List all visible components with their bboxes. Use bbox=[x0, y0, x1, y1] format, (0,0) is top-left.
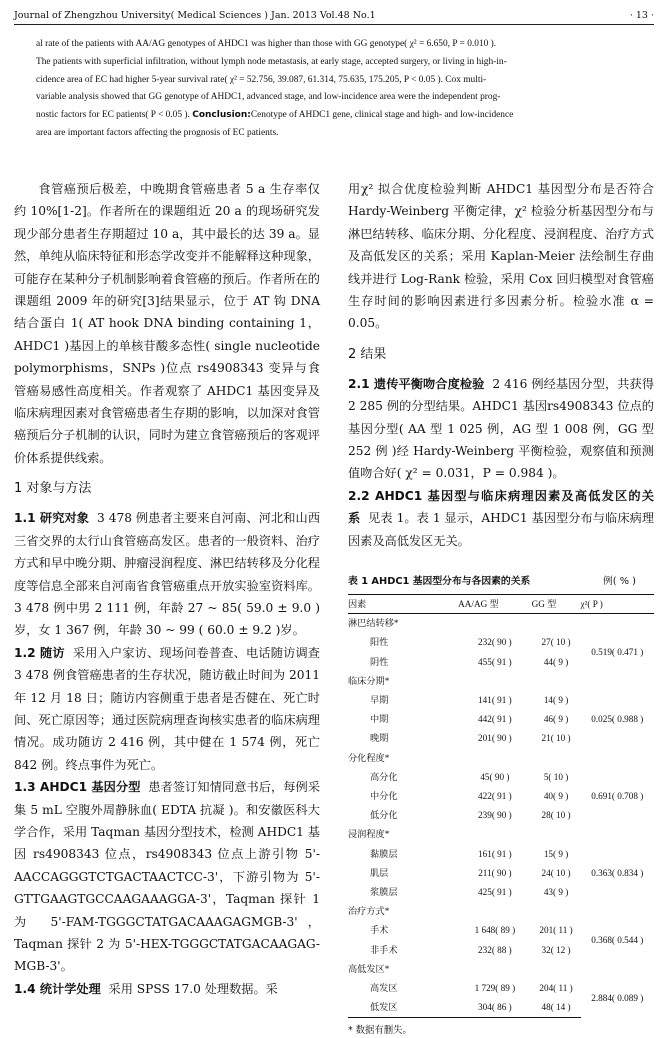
aa-ag-cell: 455( 91 ) bbox=[478, 656, 512, 667]
table-group-row bbox=[348, 749, 654, 768]
group-label: 临床分期* bbox=[348, 675, 390, 686]
aa-ag-cell: 422( 91 ) bbox=[478, 790, 512, 801]
abstract-line: area are important factors affecting the prognosis of EC patients. bbox=[36, 127, 279, 138]
section-heading-results: 2 结果 bbox=[348, 346, 387, 362]
group-label: 治疗方式* bbox=[348, 906, 390, 917]
subsection-heading: 1.2 随访 bbox=[14, 645, 65, 660]
row-label: 早期 bbox=[370, 694, 389, 705]
paragraph-1-4 bbox=[14, 978, 320, 1000]
table-title: 表 1 AHDC1 基因型分布与各因素的关系 bbox=[348, 576, 531, 588]
gg-cell: 44( 9 ) bbox=[543, 656, 569, 667]
table-row bbox=[348, 691, 654, 710]
subsection-heading: 1.4 统计学处理 bbox=[14, 981, 101, 996]
table-unit: 例( % ) bbox=[603, 576, 636, 588]
aa-ag-cell: 1 648( 89 ) bbox=[474, 925, 516, 936]
subsection-heading: 2.2 AHDC1 基因型与临床病理因素及高低发区的关系 bbox=[348, 488, 654, 526]
gg-cell: 28( 10 ) bbox=[541, 810, 571, 821]
column-header: χ²( P ) bbox=[581, 595, 654, 614]
aa-ag-cell: 304( 86 ) bbox=[458, 998, 531, 1018]
aa-ag-cell: 161( 91 ) bbox=[478, 848, 512, 859]
paragraph-text: 采用入户家访、现场问卷普查、电话随访调查 3 478 例食管癌患者的生存状况，随访截止时间为 2011 年 12 月 18 日；随访内容侧重于患者是否健在、死亡时间、死亡原因等；通过医院病理查询核实患者的临床病理情况。成功随访 2 416 例，其中健在 1 574 例，死亡 842 例。终点事件为死亡。 bbox=[14, 645, 320, 772]
table-caption bbox=[348, 574, 654, 590]
table-group-row bbox=[348, 614, 654, 634]
row-label: 中期 bbox=[370, 714, 389, 725]
paragraph-text: 2 416 例经基因分型，共获得 2 285 例的分型结果。AHDC1 基因rs4908343 位点的基因分型( AA 型 1 025 例，AG 型 1 008 例，GG 型 252 例 )经 Hardy-Weinberg 平衡检验，观察值和预测值吻合好( χ² = 0.031，P = 0.984 )。 bbox=[348, 376, 655, 481]
gg-cell: 21( 10 ) bbox=[541, 733, 571, 744]
chi-square-cell: 0.368( 0.544 ) bbox=[591, 934, 644, 945]
column-header: AA/AG 型 bbox=[458, 595, 531, 614]
chi-square-cell: 0.025( 0.988 ) bbox=[591, 714, 644, 725]
row-label: 中分化 bbox=[370, 790, 398, 801]
row-label: 浆膜层 bbox=[370, 886, 398, 897]
table-group-row bbox=[348, 672, 654, 691]
row-label: 低发区 bbox=[348, 998, 458, 1018]
gg-cell: 24( 10 ) bbox=[541, 867, 571, 878]
table-row bbox=[348, 845, 654, 864]
group-label: 浸润程度* bbox=[348, 829, 390, 840]
running-header bbox=[14, 8, 654, 25]
aa-ag-cell: 232( 90 ) bbox=[478, 637, 512, 648]
journal-citation: Journal of Zhengzhou University( Medical Sciences ) Jan. 2013 Vol.48 No.1 bbox=[14, 10, 376, 21]
group-label: 淋巴结转移* bbox=[348, 618, 399, 629]
subsection-heading: 2.1 遗传平衡吻合度检验 bbox=[348, 376, 485, 391]
column-header: 因素 bbox=[348, 595, 458, 614]
abstract-line: al rate of the patients with AA/AG genotypes of AHDC1 was higher than those with GG genotype( χ² = 6.650, P = 0.010 ). bbox=[36, 39, 497, 49]
paragraph-1-1 bbox=[14, 507, 320, 641]
subsection-heading: 1.1 研究对象 bbox=[14, 511, 90, 526]
gg-cell: 201( 11 ) bbox=[539, 925, 573, 936]
abstract-line-part: nostic factors for EC patients( P < 0.05 ). bbox=[36, 110, 190, 121]
row-label: 黏膜层 bbox=[370, 848, 398, 859]
gg-cell: 15( 9 ) bbox=[543, 848, 569, 859]
chi-square-cell: 0.691( 0.708 ) bbox=[591, 790, 644, 801]
paragraph-text: 3 478 例患者主要来自河南、河北和山西三省交界的太行山食管癌高发区。患者的一般资料、治疗方式和早中晚分期、肿瘤浸润程度、淋巴结转移及分化程度等信息全部来自河南省食管癌重点开放实验室资料库。3 478 例中男 2 111 例，年龄 27 ~ 85( 59.0 ± 9.0 )岁，女 1 367 例，年龄 30 ~ 99 ( 60.0 ± 9.2 )岁。 bbox=[14, 511, 321, 638]
aa-ag-cell: 45( 90 ) bbox=[480, 771, 510, 782]
row-label: 非手术 bbox=[370, 944, 398, 955]
paragraph-2-1 bbox=[348, 373, 654, 485]
paragraph-text: 见表 1。表 1 显示，AHDC1 基因型分布与临床病理因素及高低发区无关。 bbox=[348, 511, 655, 548]
table-row bbox=[348, 768, 654, 787]
row-label: 高发区 bbox=[370, 982, 398, 993]
aa-ag-cell: 201( 90 ) bbox=[478, 733, 512, 744]
table-row bbox=[348, 979, 654, 998]
gg-cell: 43( 9 ) bbox=[543, 886, 569, 897]
paragraph-1-3 bbox=[14, 776, 320, 978]
aa-ag-cell: 425( 91 ) bbox=[478, 886, 512, 897]
gg-cell: 27( 10 ) bbox=[541, 637, 571, 648]
column-header: GG 型 bbox=[532, 595, 581, 614]
abstract-line: cidence area of EC had higher 5-year survival rate( χ² = 52.756, 39.087, 61.314, 75.635, 175.205, P < 0.05 ). Cox multi- bbox=[36, 74, 487, 85]
chi-square-cell: 2.884( 0.089 ) bbox=[591, 992, 644, 1003]
chi-square-cell: 0.519( 0.471 ) bbox=[591, 646, 644, 657]
gg-cell: 5( 10 ) bbox=[543, 771, 569, 782]
genotype-table bbox=[348, 594, 654, 1018]
chi-square-cell: 0.363( 0.834 ) bbox=[591, 867, 644, 878]
aa-ag-cell: 232( 88 ) bbox=[478, 944, 512, 955]
gg-cell: 14( 9 ) bbox=[543, 694, 569, 705]
left-column bbox=[14, 178, 320, 1000]
row-label: 阴性 bbox=[370, 656, 389, 667]
aa-ag-cell: 211( 90 ) bbox=[478, 867, 512, 878]
table-header-row bbox=[348, 595, 654, 614]
paragraph-1-2 bbox=[14, 642, 320, 776]
paragraph-2-2 bbox=[348, 485, 654, 552]
gg-cell: 46( 9 ) bbox=[543, 714, 569, 725]
table-footnote: * 数据有删失。 bbox=[348, 1025, 412, 1037]
gg-cell: 48( 14 ) bbox=[532, 998, 581, 1018]
paragraph-text: 患者签订知情同意书后，每例采集 5 mL 空腹外周静脉血( EDTA 抗凝 )。和安徽医科大学合作，采用 Taqman 基因分型技术，检测 AHDC1 基因 rs4908343 位点，rs4908343 位点上游引物 5'-AACCAGGGTCTGACTAACTCC-3'，下游引物为 5'-GTTGAAGTGCCAAGAAAGGA-3'，Taqman 探针 1 为 5'-FAM-TGGGCTATGACAAAGAGMGB-3'，Taqman 探针 2 为 5'-HEX-TGGGCTATGACAAGAG-MGB-3'。 bbox=[14, 780, 321, 974]
abstract-line bbox=[36, 107, 638, 125]
row-label: 高分化 bbox=[370, 771, 398, 782]
row-label: 晚期 bbox=[370, 733, 389, 744]
methods-continuation: 用χ² 拟合优度检验判断 AHDC1 基因型分布是否符合 Hardy-Weinberg 平衡定律，χ² 检验分析基因型分布与淋巴结转移、临床分期、分化程度、浸润程度、治疗方式及高低发区的关系；采用 Kaplan-Meier 法绘制生存曲线并进行 Log-Rank 检验，采用 Cox 回归模型对食管癌生存时间的影响因素进行多因素分析。检验水准 α = 0.05。 bbox=[348, 182, 654, 331]
right-column bbox=[348, 178, 654, 1038]
abstract-line-part: Cenotype of AHDC1 gene, clinical stage and high- and low-incidence bbox=[250, 110, 514, 121]
row-label: 低分化 bbox=[370, 810, 398, 821]
aa-ag-cell: 1 729( 89 ) bbox=[474, 982, 516, 993]
row-label: 手术 bbox=[370, 925, 389, 936]
table-group-row bbox=[348, 902, 654, 921]
gg-cell: 40( 9 ) bbox=[543, 790, 569, 801]
abstract-english bbox=[36, 36, 638, 143]
aa-ag-cell: 141( 91 ) bbox=[478, 694, 512, 705]
aa-ag-cell: 442( 91 ) bbox=[478, 714, 512, 725]
group-label: 高低发区* bbox=[348, 963, 390, 974]
table-group-row bbox=[348, 960, 654, 979]
table-row bbox=[348, 921, 654, 940]
conclusion-label: Conclusion: bbox=[192, 110, 251, 121]
page-number: · 13 · bbox=[629, 10, 654, 21]
gg-cell: 204( 11 ) bbox=[539, 982, 573, 993]
paragraph-text: 采用 SPSS 17.0 处理数据。采 bbox=[108, 981, 278, 996]
table-row bbox=[348, 633, 654, 652]
row-label: 肌层 bbox=[370, 867, 389, 878]
gg-cell: 32( 12 ) bbox=[541, 944, 571, 955]
abstract-line: variable analysis showed that GG genotype of AHDC1, advanced stage, and low-incidence area were the independent prog- bbox=[36, 92, 501, 103]
subsection-heading: 1.3 AHDC1 基因分型 bbox=[14, 780, 141, 795]
section-heading-methods: 1 对象与方法 bbox=[14, 481, 92, 497]
table-group-row bbox=[348, 825, 654, 844]
aa-ag-cell: 239( 90 ) bbox=[478, 810, 512, 821]
intro-paragraph: 食管癌预后极差，中晚期食管癌患者 5 a 生存率仅约 10%[1-2]。作者所在的课题组近 20 a 的现场研究发现少部分患者生存期超过 10 a，其中最长的达 39 a。显然，单纯从临床特征和形态学改变并不能解释这种现象，可能存在某种分子机制影响着食管癌的预后。作者所在的课题组 2009 年的研究[3]结果显示，位于 AT 钩 DNA 结合蛋白 1( AT hook DNA binding containing 1，AHDC1 )基因上的单核苷酸多态性( single nucleotide polymorphisms，SNPs )位点 rs4908343 变异与食管癌易感性高度相关。作者观察了 AHDC1 基因变异及临床病理因素对食管癌患者生存期的影响，以加深对食管癌预后分子机制的认识，同时为建立食管癌预后的客观评价体系提供线索。 bbox=[14, 182, 320, 465]
abstract-line: The patients with superficial infiltration, without lymph node metastasis, at early stage, accepted surgery, or living in high-in- bbox=[36, 56, 507, 67]
group-label: 分化程度* bbox=[348, 752, 390, 763]
row-label: 阳性 bbox=[370, 637, 389, 648]
